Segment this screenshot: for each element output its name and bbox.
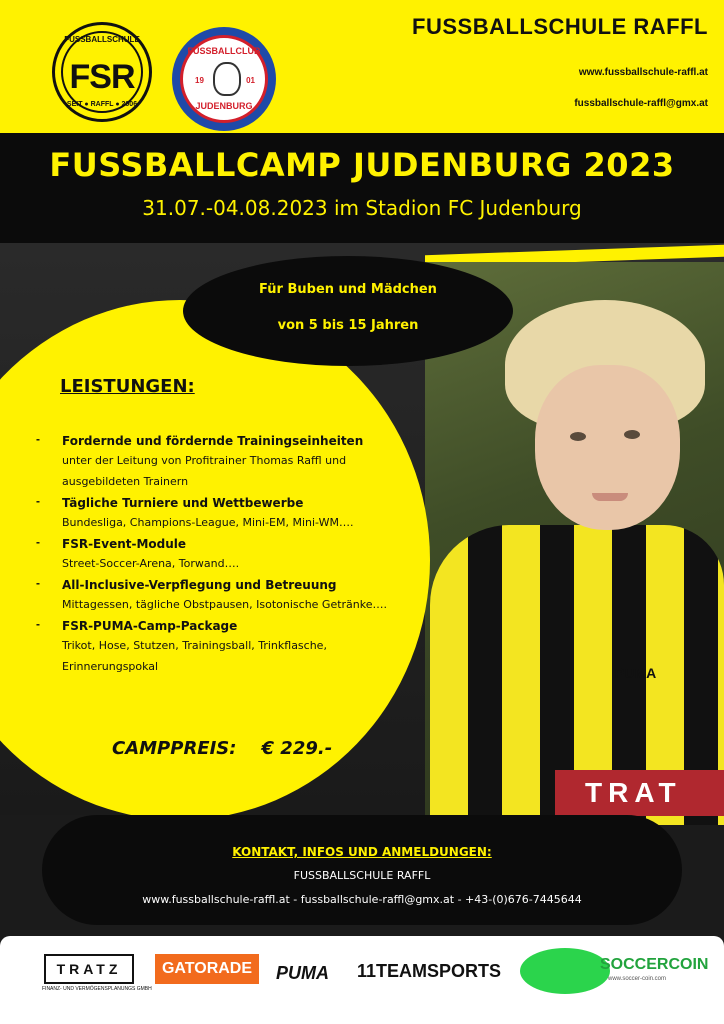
bullet-dash: - xyxy=(36,576,40,590)
audience-oval xyxy=(183,256,513,366)
service-desc: Mittagessen, tägliche Obstpausen, Isotonische Getränke…. xyxy=(62,598,388,611)
service-desc: Erinnerungspokal xyxy=(62,660,159,673)
bullet-dash: - xyxy=(36,432,40,446)
fsr-logo-bottom-text: SEIT ● RAFFL ● 2006 xyxy=(66,101,138,108)
camp-dates: 31.07.-04.08.2023 im Stadion FC Judenburg xyxy=(142,196,582,220)
service-title: Fordernde und fördernde Trainingseinheiten xyxy=(62,434,364,448)
contact-heading: KONTAKT, INFOS UND ANMELDUNGEN: xyxy=(232,845,492,859)
fsr-logo-top-text: FUSSBALLSCHULE xyxy=(64,35,140,44)
contact-name: FUSSBALLSCHULE RAFFL xyxy=(293,869,431,882)
fc-judenburg-logo-inner xyxy=(180,35,268,123)
club-logo-figure-icon xyxy=(213,62,241,96)
camp-price: CAMPPREIS: € 229.- xyxy=(112,738,333,759)
child-face xyxy=(535,365,680,530)
tratz-logo: TRATZ xyxy=(44,954,134,984)
services-list xyxy=(36,432,416,679)
fsr-logo xyxy=(52,22,152,122)
club-logo-bottom-text: JUDENBURG xyxy=(195,101,253,111)
service-item xyxy=(36,576,416,615)
service-title: FSR-PUMA-Camp-Package xyxy=(62,619,238,633)
camp-title: FUSSBALLCAMP JUDENBURG 2023 xyxy=(49,146,675,184)
11teamsports-logo: 11TEAMSPORTS xyxy=(357,961,502,981)
service-desc: Street-Soccer-Arena, Torwand…. xyxy=(62,557,240,570)
service-item xyxy=(36,432,416,492)
soccercoin-url: www.soccer-coin.com xyxy=(608,976,667,982)
brand-title: FUSSBALLSCHULE RAFFL xyxy=(412,14,708,39)
audience-line-2: von 5 bis 15 Jahren xyxy=(277,318,419,333)
soccercoin-logo: SOCCERCOIN xyxy=(600,956,709,973)
child-eye-right xyxy=(624,430,640,439)
service-desc: unter der Leitung von Profitrainer Thomas Raffl und xyxy=(62,454,347,467)
club-logo-top-text: FUSSBALLCLUB xyxy=(187,46,261,56)
contact-details[interactable]: www.fussballschule-raffl.at - fussballschule-raffl@gmx.at - +43-(0)676-7445644 xyxy=(142,893,582,906)
service-title: FSR-Event-Module xyxy=(62,537,187,551)
gatorade-logo: GATORADE xyxy=(155,954,259,984)
jersey-sponsor: TRAT xyxy=(555,770,724,816)
puma-logo: PUMA xyxy=(276,963,329,983)
child-mouth xyxy=(592,493,628,501)
service-title: Tägliche Turniere und Wettbewerbe xyxy=(62,496,304,510)
bullet-dash: - xyxy=(36,494,40,508)
jersey-puma-logo: PUMA xyxy=(615,665,657,681)
service-desc: Trikot, Hose, Stutzen, Trainingsball, Trinkflasche, xyxy=(62,639,327,652)
service-item xyxy=(36,535,416,574)
service-desc: Bundesliga, Champions-League, Mini-EM, Mini-WM…. xyxy=(62,516,354,529)
fc-judenburg-logo xyxy=(172,27,276,131)
tratz-logo-subtitle: FINANZ- UND VERMÖGENSPLANUNGS GMBH xyxy=(42,986,152,992)
services-heading: LEISTUNGEN: xyxy=(60,376,195,397)
service-title: All-Inclusive-Verpflegung und Betreuung xyxy=(62,578,337,592)
soccercoin-ball-icon xyxy=(520,948,610,994)
club-logo-year-right: 01 xyxy=(246,76,255,85)
club-logo-year-left: 19 xyxy=(195,76,204,85)
header-website-link[interactable]: www.fussballschule-raffl.at xyxy=(578,67,708,78)
service-item xyxy=(36,617,416,677)
header-email-link[interactable]: fussballschule-raffl@gmx.at xyxy=(574,98,708,109)
fsr-logo-monogram: FSR xyxy=(69,58,135,96)
service-item xyxy=(36,494,416,533)
audience-line-1: Für Buben und Mädchen xyxy=(259,282,437,297)
child-eye-left xyxy=(570,432,586,441)
bullet-dash: - xyxy=(36,535,40,549)
bullet-dash: - xyxy=(36,617,40,631)
service-desc: ausgebildeten Trainern xyxy=(62,475,189,488)
